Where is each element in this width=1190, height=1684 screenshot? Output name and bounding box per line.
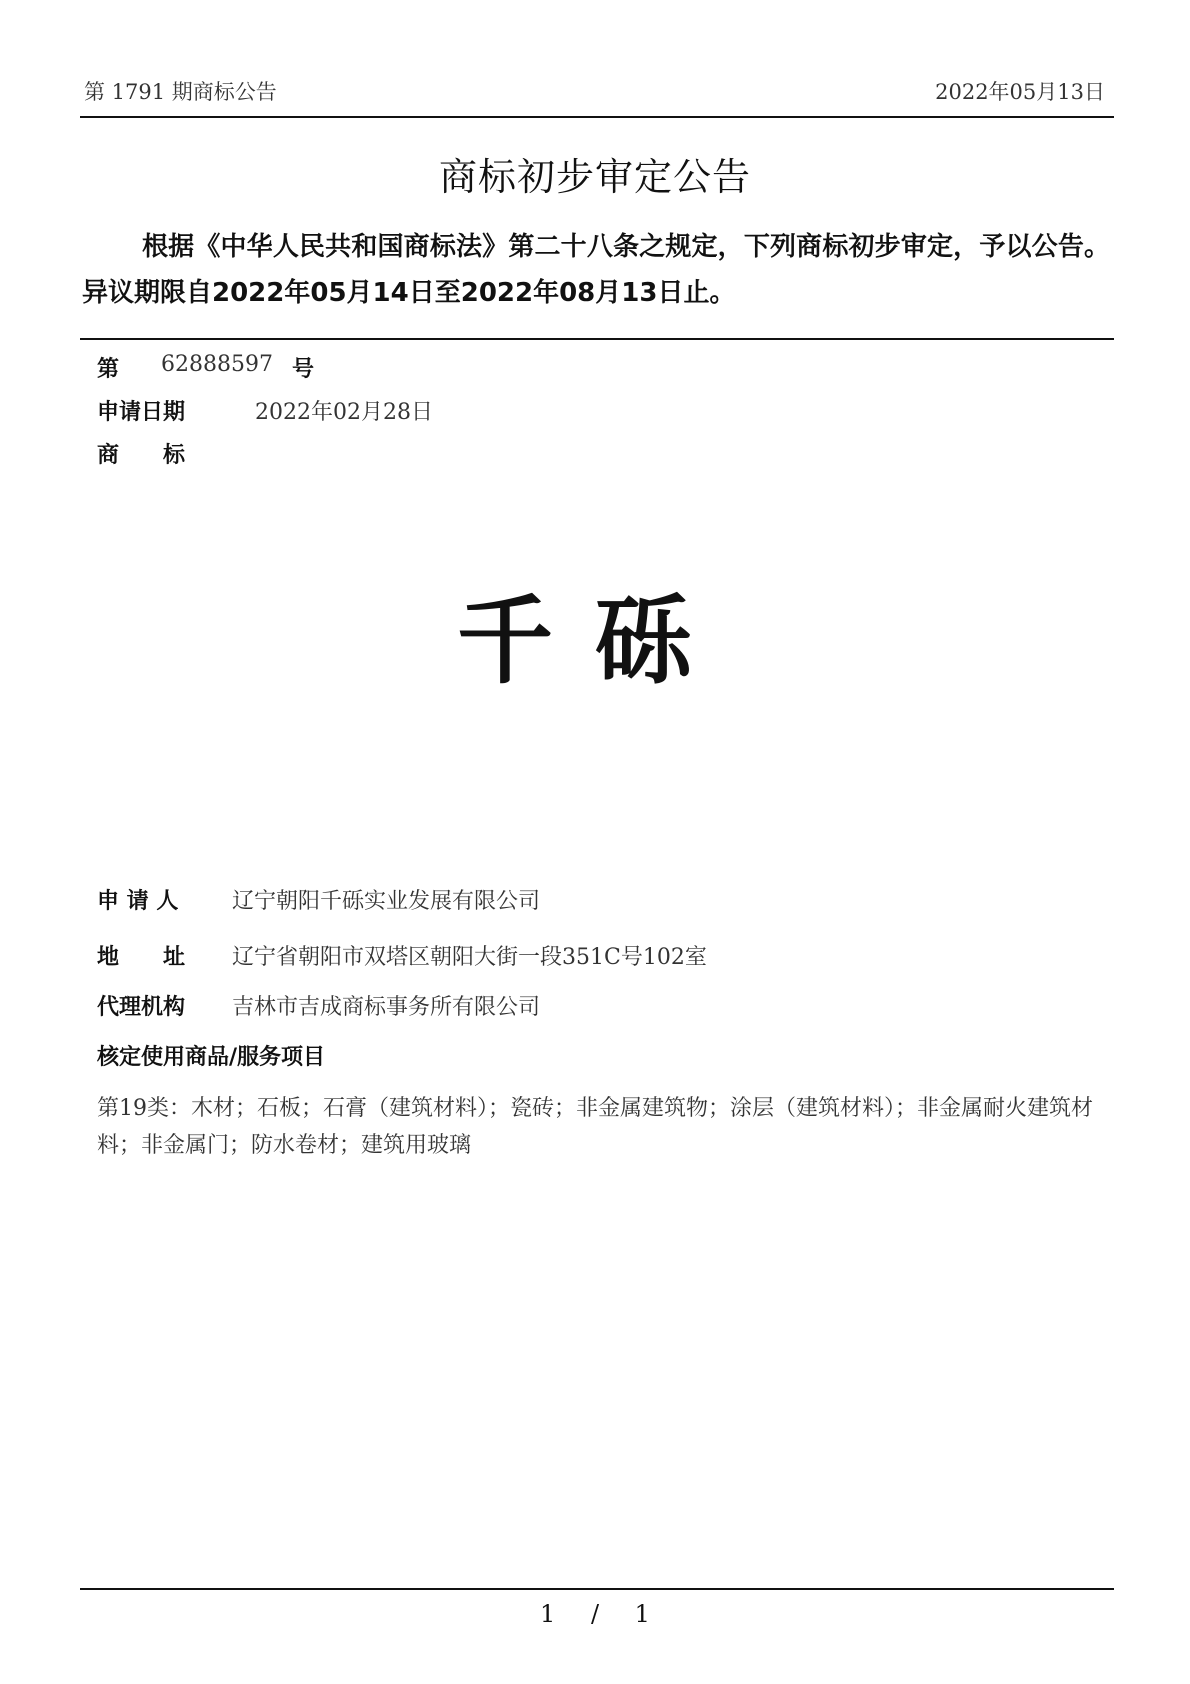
registration-number: 62888597 [161, 352, 273, 377]
announcement-intro: 根据《中华人民共和国商标法》第二十八条之规定，下列商标初步审定，予以公告。异议期限自2022年05月14日至2022年08月13日止。 [82, 232, 1110, 308]
agent: 吉林市吉成商标事务所有限公司 [232, 995, 541, 1020]
issue-number: 第 1791 期商标公告 [84, 80, 277, 104]
number-suffix: 号 [292, 357, 315, 382]
application-date: 2022年02月28日 [255, 400, 433, 425]
page-number: 1 / 1 [540, 1600, 650, 1628]
header-rule [80, 116, 1114, 118]
number-prefix: 第 [97, 357, 120, 382]
applicant: 辽宁朝阳千砾实业发展有限公司 [232, 889, 541, 914]
trademark-image: 千砾 [457, 585, 733, 697]
page-title: 商标初步审定公告 [438, 155, 751, 199]
footer-rule [80, 1588, 1114, 1590]
application-date-label: 申请日期 [97, 400, 186, 425]
address: 辽宁省朝阳市双塔区朝阳大街一段351C号102室 [232, 945, 707, 970]
goods-list: 第19类：木材；石板；石膏（建筑材料）；瓷砖；非金属建筑物；涂层（建筑材料）；非金属耐火建筑材料；非金属门；防水卷材；建筑用玻璃 [97, 1096, 1093, 1158]
issue-date: 2022年05月13日 [935, 80, 1105, 104]
agent-label: 代理机构 [97, 995, 186, 1020]
page-header [80, 76, 1113, 116]
goods-label: 核定使用商品/服务项目 [97, 1045, 326, 1070]
mark-label: 商 标 [97, 443, 186, 468]
section-rule [80, 338, 1114, 340]
address-label: 地 址 [97, 945, 186, 970]
applicant-label: 申 请 人 [97, 889, 179, 914]
